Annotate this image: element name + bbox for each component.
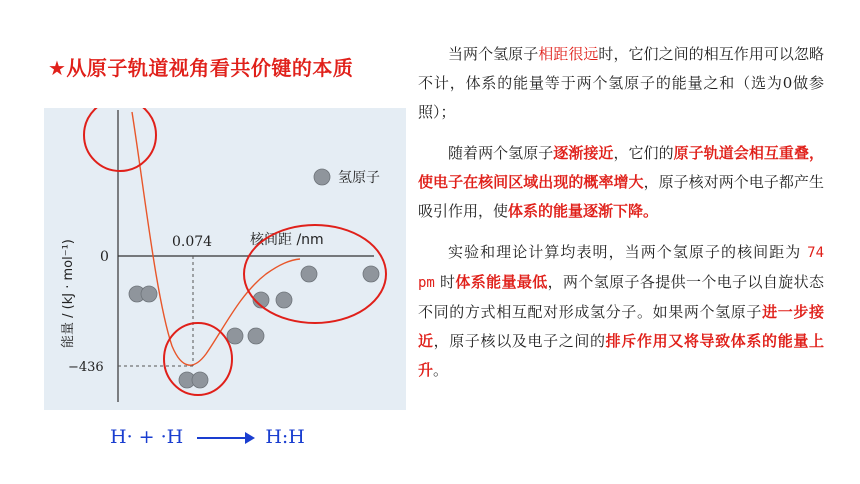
text-segment: 相距很远	[538, 45, 599, 63]
slide-title: ★从原子轨道视角看共价键的本质	[48, 56, 354, 80]
text-segment: 时，它们之间的相互作用可以忽略不计，体系的能量等于两个氢原子的能量之和（选为0做参照）；	[418, 45, 824, 121]
text-segment: ，原子核以及电子之间的	[433, 332, 606, 350]
atom	[248, 328, 264, 344]
text-segment: 体系能量最低	[455, 273, 548, 291]
y-axis-label: 能量 / (kJ · mol⁻¹)	[61, 239, 76, 348]
explanation-text	[418, 40, 824, 397]
y-tick-min: −436	[68, 360, 104, 375]
text-segment: 原子轨道会相互重叠，使电子在核间区域出现的概率增大	[418, 144, 824, 191]
atom	[301, 266, 317, 282]
reaction-equation	[110, 426, 305, 448]
text-segment: 体系的能量逐渐下降。	[508, 202, 659, 220]
text-segment: 进一步接近	[418, 303, 824, 350]
atom	[363, 266, 379, 282]
text-segment: ，原子核对两个电子都产生吸引作用，使	[418, 173, 824, 220]
text-segment: 随着两个氢原子	[448, 144, 554, 162]
x-tick-label: 0.074	[172, 234, 213, 250]
text-segment: 74 pm	[418, 245, 824, 291]
y-tick-zero: 0	[100, 249, 109, 265]
text-segment: ，两个氢原子各提供一个电子以自旋状态不同的方式相互配对形成氢分子。如果两个氢原子	[418, 273, 824, 321]
x-axis-label: 核间距 /nm	[250, 232, 324, 248]
paragraph-2	[418, 139, 824, 226]
atom	[227, 328, 243, 344]
equation-product: H:H	[265, 426, 305, 448]
paragraph-3	[418, 238, 824, 385]
legend-atom-icon	[314, 169, 330, 185]
atom	[192, 372, 208, 388]
text-segment: 逐渐接近	[553, 144, 614, 162]
text-segment: 排斥作用又将导致体系的能量上升	[418, 332, 824, 379]
text-segment: 。	[433, 361, 449, 379]
text-segment: 实验和理论计算均表明，当两个氢原子的核间距为	[448, 243, 808, 261]
atom	[141, 286, 157, 302]
paragraph-1	[418, 40, 824, 127]
reaction-arrow-icon	[197, 437, 253, 439]
text-segment: 当两个氢原子	[448, 45, 539, 63]
equation-reactants: H· + ·H	[110, 426, 184, 448]
potential-energy-diagram	[44, 108, 406, 410]
text-segment: 时	[434, 273, 456, 291]
legend-label: 氢原子	[338, 170, 380, 186]
text-segment: ，它们的	[613, 144, 674, 162]
atom	[276, 292, 292, 308]
